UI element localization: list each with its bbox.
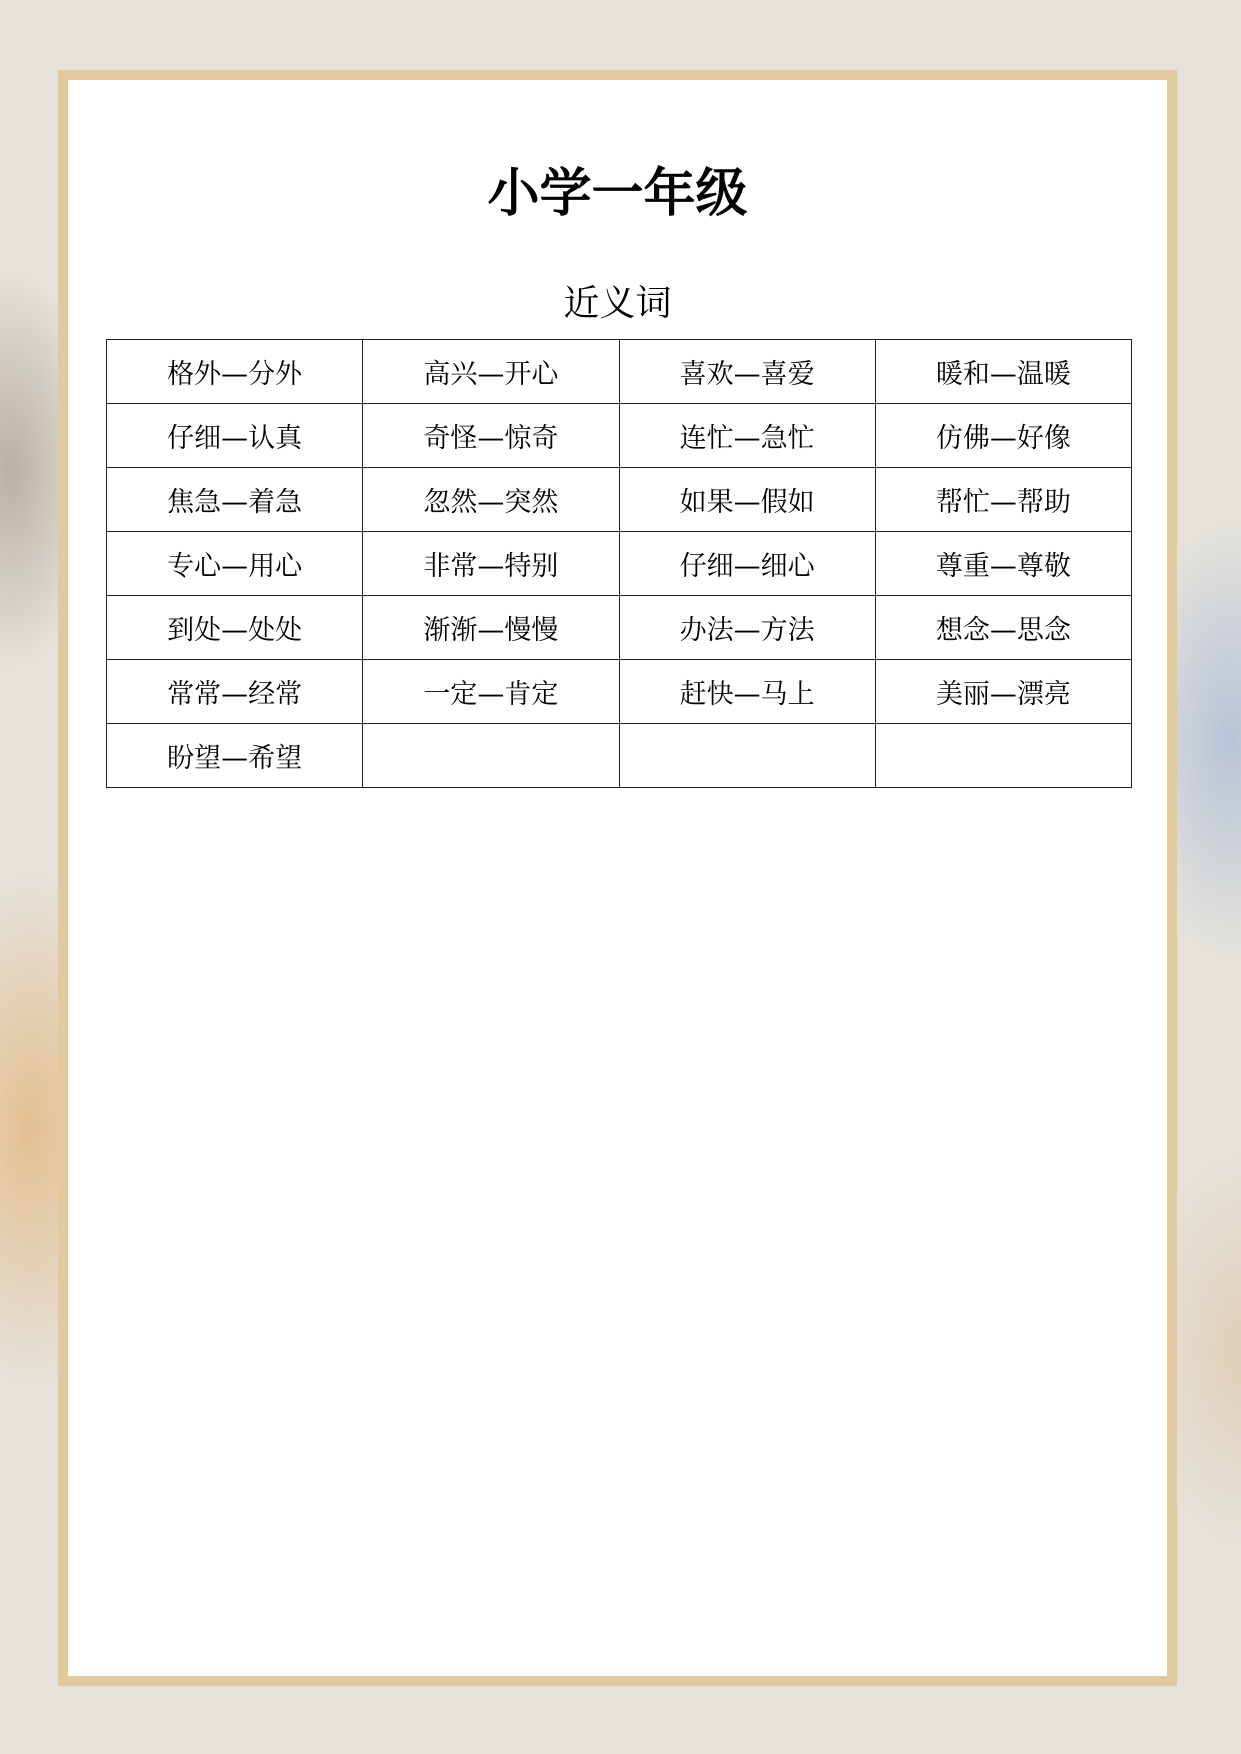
table-cell: 喜欢—喜爱	[619, 340, 875, 404]
table-row	[107, 468, 1132, 532]
table-cell: 办法—方法	[619, 596, 875, 660]
page-title: 小学一年级	[487, 164, 748, 224]
table-cell: 奇怪—惊奇	[363, 404, 619, 468]
synonym-table	[106, 339, 1132, 788]
table-row	[107, 404, 1132, 468]
table-cell: 暖和—温暖	[875, 340, 1131, 404]
table-cell: 美丽—漂亮	[875, 660, 1131, 724]
section-title: 近义词	[563, 283, 672, 324]
table-cell: 仿佛—好像	[875, 404, 1131, 468]
table-cell: 非常—特别	[363, 532, 619, 596]
table-cell: 专心—用心	[107, 532, 363, 596]
table-cell: 盼望—希望	[107, 724, 363, 788]
table-cell: 到处—处处	[107, 596, 363, 660]
table-cell: 格外—分外	[107, 340, 363, 404]
table-cell: 一定—肯定	[363, 660, 619, 724]
table-cell: 帮忙—帮助	[875, 468, 1131, 532]
table-row	[107, 340, 1132, 404]
table-cell: 仔细—细心	[619, 532, 875, 596]
table-cell: 焦急—着急	[107, 468, 363, 532]
table-cell: 赶快—马上	[619, 660, 875, 724]
table-cell: 仔细—认真	[107, 404, 363, 468]
table-cell: 尊重—尊敬	[875, 532, 1131, 596]
table-cell-empty	[875, 724, 1131, 788]
table-row	[107, 532, 1132, 596]
table-cell: 渐渐—慢慢	[363, 596, 619, 660]
table-cell: 连忙—急忙	[619, 404, 875, 468]
table-cell: 忽然—突然	[363, 468, 619, 532]
worksheet-page	[58, 70, 1177, 1686]
table-cell: 想念—思念	[875, 596, 1131, 660]
table-cell: 高兴—开心	[363, 340, 619, 404]
table-cell: 常常—经常	[107, 660, 363, 724]
table-row	[107, 660, 1132, 724]
table-row	[107, 724, 1132, 788]
table-row	[107, 596, 1132, 660]
table-cell-empty	[619, 724, 875, 788]
table-cell: 如果—假如	[619, 468, 875, 532]
table-cell-empty	[363, 724, 619, 788]
